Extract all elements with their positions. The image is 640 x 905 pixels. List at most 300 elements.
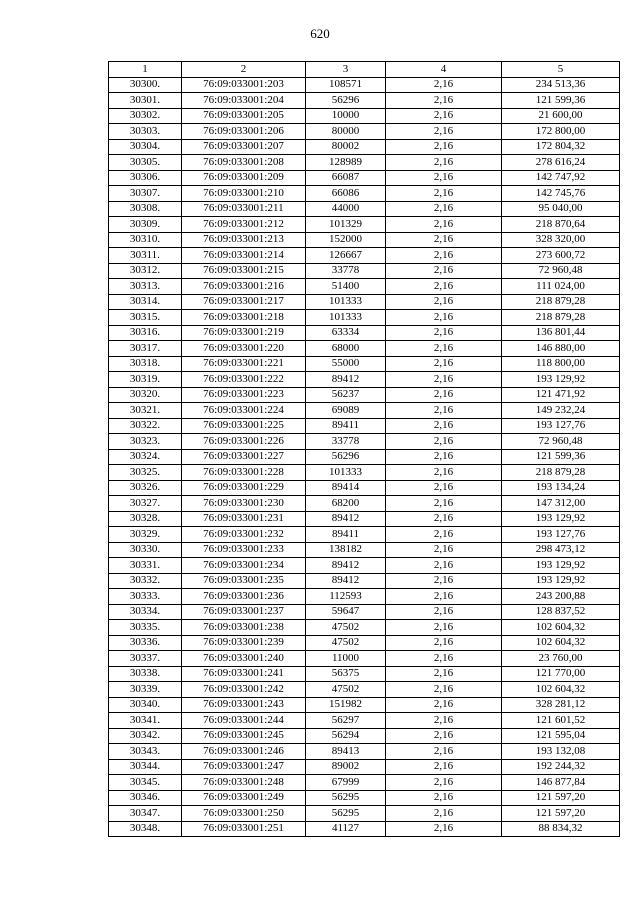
table-cell: 2,16: [386, 356, 502, 372]
table-cell: 76:09:033001:213: [182, 232, 306, 248]
table-cell: 30345.: [109, 775, 182, 791]
table-row: [109, 558, 620, 574]
table-cell: 172 800,00: [502, 124, 620, 140]
table-row: [109, 387, 620, 403]
table-body: [109, 77, 620, 837]
table-row: [109, 279, 620, 295]
table-row: [109, 248, 620, 264]
table-cell: 121 597,20: [502, 790, 620, 806]
table-cell: 2,16: [386, 418, 502, 434]
table-cell: 56375: [306, 666, 386, 682]
table-row: [109, 124, 620, 140]
table-cell: 218 879,28: [502, 465, 620, 481]
table-cell: 76:09:033001:230: [182, 496, 306, 512]
table-cell: 2,16: [386, 589, 502, 605]
table-cell: 2,16: [386, 201, 502, 217]
table-row: [109, 542, 620, 558]
table-cell: 66087: [306, 170, 386, 186]
table-cell: 142 747,92: [502, 170, 620, 186]
table-cell: 2,16: [386, 573, 502, 589]
table-row: [109, 496, 620, 512]
table-cell: 2,16: [386, 310, 502, 326]
table-cell: 111 024,00: [502, 279, 620, 295]
table-cell: 101329: [306, 217, 386, 233]
table-row: [109, 573, 620, 589]
table-cell: 101333: [306, 294, 386, 310]
table-row: [109, 682, 620, 698]
table-cell: 76:09:033001:248: [182, 775, 306, 791]
table-cell: 67999: [306, 775, 386, 791]
table-row: [109, 651, 620, 667]
table-cell: 10000: [306, 108, 386, 124]
table-cell: 80002: [306, 139, 386, 155]
table-cell: 89412: [306, 511, 386, 527]
table-row: [109, 93, 620, 109]
table-cell: 76:09:033001:225: [182, 418, 306, 434]
table-cell: 21 600,00: [502, 108, 620, 124]
table-row: [109, 589, 620, 605]
table-cell: 138182: [306, 542, 386, 558]
table-cell: 121 599,36: [502, 93, 620, 109]
table-row: [109, 217, 620, 233]
table-cell: 146 880,00: [502, 341, 620, 357]
table-cell: 30331.: [109, 558, 182, 574]
table-cell: 11000: [306, 651, 386, 667]
table-cell: 76:09:033001:243: [182, 697, 306, 713]
table-cell: 59647: [306, 604, 386, 620]
table-cell: 243 200,88: [502, 589, 620, 605]
table-cell: 278 616,24: [502, 155, 620, 171]
table-cell: 76:09:033001:210: [182, 186, 306, 202]
table-cell: 76:09:033001:237: [182, 604, 306, 620]
table-cell: 30332.: [109, 573, 182, 589]
table-cell: 56295: [306, 790, 386, 806]
table-cell: 76:09:033001:234: [182, 558, 306, 574]
table-cell: 2,16: [386, 511, 502, 527]
table-cell: 2,16: [386, 403, 502, 419]
table-cell: 101333: [306, 465, 386, 481]
table-row: [109, 728, 620, 744]
table-cell: 76:09:033001:231: [182, 511, 306, 527]
table-cell: 76:09:033001:232: [182, 527, 306, 543]
table-cell: 30303.: [109, 124, 182, 140]
table-cell: 2,16: [386, 806, 502, 822]
table-cell: 218 879,28: [502, 294, 620, 310]
table-cell: 2,16: [386, 496, 502, 512]
table-cell: 47502: [306, 620, 386, 636]
table-cell: 30311.: [109, 248, 182, 264]
table-cell: 30316.: [109, 325, 182, 341]
table-cell: 2,16: [386, 232, 502, 248]
table-cell: 30327.: [109, 496, 182, 512]
table-cell: 76:09:033001:212: [182, 217, 306, 233]
table-cell: 147 312,00: [502, 496, 620, 512]
table-cell: 2,16: [386, 651, 502, 667]
table-cell: 30308.: [109, 201, 182, 217]
table-cell: 30322.: [109, 418, 182, 434]
table-cell: 30334.: [109, 604, 182, 620]
table-cell: 76:09:033001:205: [182, 108, 306, 124]
table-row: [109, 434, 620, 450]
table-cell: 76:09:033001:219: [182, 325, 306, 341]
table-cell: 89412: [306, 558, 386, 574]
table-cell: 136 801,44: [502, 325, 620, 341]
table-cell: 76:09:033001:246: [182, 744, 306, 760]
table-cell: 68200: [306, 496, 386, 512]
table-cell: 76:09:033001:204: [182, 93, 306, 109]
table-cell: 30321.: [109, 403, 182, 419]
table-cell: 76:09:033001:240: [182, 651, 306, 667]
table-cell: 30326.: [109, 480, 182, 496]
table-cell: 30324.: [109, 449, 182, 465]
table-cell: 30346.: [109, 790, 182, 806]
table-cell: 193 127,76: [502, 418, 620, 434]
table-row: [109, 403, 620, 419]
table-cell: 128 837,52: [502, 604, 620, 620]
table-cell: 89411: [306, 418, 386, 434]
table-cell: 126667: [306, 248, 386, 264]
table-cell: 121 471,92: [502, 387, 620, 403]
table-cell: 2,16: [386, 263, 502, 279]
table-cell: 218 879,28: [502, 310, 620, 326]
table-cell: 80000: [306, 124, 386, 140]
table-cell: 76:09:033001:241: [182, 666, 306, 682]
table-cell: 30341.: [109, 713, 182, 729]
table-cell: 76:09:033001:250: [182, 806, 306, 822]
table-cell: 151982: [306, 697, 386, 713]
table-cell: 218 870,64: [502, 217, 620, 233]
table-cell: 2,16: [386, 682, 502, 698]
table-cell: 69089: [306, 403, 386, 419]
table-cell: 56295: [306, 806, 386, 822]
table-cell: 2,16: [386, 387, 502, 403]
table-cell: 76:09:033001:206: [182, 124, 306, 140]
table-cell: 2,16: [386, 93, 502, 109]
table-row: [109, 139, 620, 155]
table-cell: 76:09:033001:245: [182, 728, 306, 744]
table-cell: 193 129,92: [502, 558, 620, 574]
table-row: [109, 697, 620, 713]
table-cell: 30336.: [109, 635, 182, 651]
table-cell: 172 804,32: [502, 139, 620, 155]
table-cell: 76:09:033001:221: [182, 356, 306, 372]
table-cell: 76:09:033001:238: [182, 620, 306, 636]
table-cell: 72 960,48: [502, 263, 620, 279]
table-cell: 30305.: [109, 155, 182, 171]
table-cell: 76:09:033001:229: [182, 480, 306, 496]
table-cell: 2,16: [386, 325, 502, 341]
table-cell: 2,16: [386, 372, 502, 388]
table-row: [109, 325, 620, 341]
table-cell: 76:09:033001:235: [182, 573, 306, 589]
table-cell: 89002: [306, 759, 386, 775]
table-cell: 2,16: [386, 248, 502, 264]
table-cell: 108571: [306, 77, 386, 93]
table-cell: 66086: [306, 186, 386, 202]
table-cell: 76:09:033001:220: [182, 341, 306, 357]
table-row: [109, 186, 620, 202]
table-cell: 33778: [306, 263, 386, 279]
table-cell: 30309.: [109, 217, 182, 233]
table-cell: 112593: [306, 589, 386, 605]
table-cell: 192 244,32: [502, 759, 620, 775]
table-cell: 44000: [306, 201, 386, 217]
table-cell: 2,16: [386, 775, 502, 791]
column-header: 4: [386, 62, 502, 78]
table-cell: 76:09:033001:214: [182, 248, 306, 264]
table-cell: 30343.: [109, 744, 182, 760]
table-cell: 76:09:033001:224: [182, 403, 306, 419]
table-cell: 68000: [306, 341, 386, 357]
table-row: [109, 511, 620, 527]
table-cell: 102 604,32: [502, 635, 620, 651]
table-cell: 2,16: [386, 465, 502, 481]
table-cell: 2,16: [386, 124, 502, 140]
table-cell: 2,16: [386, 449, 502, 465]
table-row: [109, 759, 620, 775]
table-cell: 30330.: [109, 542, 182, 558]
table-cell: 30337.: [109, 651, 182, 667]
table-cell: 30310.: [109, 232, 182, 248]
table-cell: 142 745,76: [502, 186, 620, 202]
table-cell: 30340.: [109, 697, 182, 713]
table-cell: 76:09:033001:207: [182, 139, 306, 155]
column-header: 2: [182, 62, 306, 78]
table-row: [109, 449, 620, 465]
table-row: [109, 356, 620, 372]
table-cell: 76:09:033001:249: [182, 790, 306, 806]
table-cell: 118 800,00: [502, 356, 620, 372]
table-cell: 89412: [306, 573, 386, 589]
table-cell: 121 599,36: [502, 449, 620, 465]
table-cell: 2,16: [386, 77, 502, 93]
table-row: [109, 666, 620, 682]
table-cell: 95 040,00: [502, 201, 620, 217]
table-cell: 30315.: [109, 310, 182, 326]
table-cell: 56294: [306, 728, 386, 744]
table-cell: 76:09:033001:203: [182, 77, 306, 93]
table-row: [109, 155, 620, 171]
table-cell: 56296: [306, 93, 386, 109]
table-cell: 2,16: [386, 527, 502, 543]
table-cell: 30307.: [109, 186, 182, 202]
table-cell: 89414: [306, 480, 386, 496]
table-cell: 193 134,24: [502, 480, 620, 496]
table-cell: 30301.: [109, 93, 182, 109]
table-cell: 2,16: [386, 620, 502, 636]
table-cell: 2,16: [386, 744, 502, 760]
table-cell: 2,16: [386, 790, 502, 806]
table-cell: 2,16: [386, 341, 502, 357]
table-cell: 2,16: [386, 279, 502, 295]
table-cell: 121 597,20: [502, 806, 620, 822]
table-cell: 56296: [306, 449, 386, 465]
table-row: [109, 170, 620, 186]
table-cell: 128989: [306, 155, 386, 171]
table-cell: 193 127,76: [502, 527, 620, 543]
table-cell: 76:09:033001:244: [182, 713, 306, 729]
table-cell: 41127: [306, 821, 386, 837]
column-header: 3: [306, 62, 386, 78]
table-cell: 76:09:033001:208: [182, 155, 306, 171]
table-row: [109, 263, 620, 279]
table-cell: 121 770,00: [502, 666, 620, 682]
table-cell: 30302.: [109, 108, 182, 124]
table-cell: 2,16: [386, 542, 502, 558]
table-cell: 76:09:033001:242: [182, 682, 306, 698]
table-cell: 2,16: [386, 558, 502, 574]
table-cell: 193 129,92: [502, 573, 620, 589]
table-cell: 193 132,08: [502, 744, 620, 760]
table-row: [109, 108, 620, 124]
table-cell: 146 877,84: [502, 775, 620, 791]
table-cell: 76:09:033001:251: [182, 821, 306, 837]
table-cell: 72 960,48: [502, 434, 620, 450]
table-cell: 30314.: [109, 294, 182, 310]
table-cell: 2,16: [386, 666, 502, 682]
table-cell: 30344.: [109, 759, 182, 775]
page-number: 620: [310, 26, 330, 41]
table-cell: 30320.: [109, 387, 182, 403]
table-cell: 76:09:033001:239: [182, 635, 306, 651]
table-cell: 56237: [306, 387, 386, 403]
table-cell: 2,16: [386, 728, 502, 744]
table-cell: 121 595,04: [502, 728, 620, 744]
table-cell: 30318.: [109, 356, 182, 372]
table-cell: 76:09:033001:215: [182, 263, 306, 279]
table-cell: 30342.: [109, 728, 182, 744]
table-cell: 76:09:033001:216: [182, 279, 306, 295]
table-row: [109, 418, 620, 434]
table-cell: 76:09:033001:209: [182, 170, 306, 186]
table-cell: 89412: [306, 372, 386, 388]
table-cell: 23 760,00: [502, 651, 620, 667]
table-cell: 30317.: [109, 341, 182, 357]
table-cell: 30338.: [109, 666, 182, 682]
table-cell: 30323.: [109, 434, 182, 450]
table-cell: 30348.: [109, 821, 182, 837]
table-cell: 2,16: [386, 604, 502, 620]
table-row: [109, 821, 620, 837]
table-cell: 2,16: [386, 170, 502, 186]
table-cell: 2,16: [386, 434, 502, 450]
table-cell: 76:09:033001:211: [182, 201, 306, 217]
table-cell: 102 604,32: [502, 682, 620, 698]
column-header: 1: [109, 62, 182, 78]
table-cell: 76:09:033001:218: [182, 310, 306, 326]
table-row: [109, 341, 620, 357]
table-cell: 2,16: [386, 139, 502, 155]
table-cell: 30328.: [109, 511, 182, 527]
table-cell: 63334: [306, 325, 386, 341]
table-cell: 55000: [306, 356, 386, 372]
table-cell: 76:09:033001:226: [182, 434, 306, 450]
table-row: [109, 480, 620, 496]
table-row: [109, 604, 620, 620]
table-cell: 328 281,12: [502, 697, 620, 713]
table-cell: 47502: [306, 635, 386, 651]
table-cell: 88 834,32: [502, 821, 620, 837]
table-cell: 2,16: [386, 217, 502, 233]
table-row: [109, 744, 620, 760]
table-cell: 30306.: [109, 170, 182, 186]
table-row: [109, 620, 620, 636]
table-cell: 89413: [306, 744, 386, 760]
table-cell: 30304.: [109, 139, 182, 155]
table-cell: 76:09:033001:223: [182, 387, 306, 403]
table-cell: 76:09:033001:233: [182, 542, 306, 558]
table-cell: 149 232,24: [502, 403, 620, 419]
table-cell: 89411: [306, 527, 386, 543]
table-cell: 30312.: [109, 263, 182, 279]
table-cell: 2,16: [386, 186, 502, 202]
table-cell: 47502: [306, 682, 386, 698]
table-cell: 76:09:033001:227: [182, 449, 306, 465]
table-cell: 273 600,72: [502, 248, 620, 264]
table-cell: 76:09:033001:222: [182, 372, 306, 388]
table-row: [109, 294, 620, 310]
table-cell: 30339.: [109, 682, 182, 698]
table-cell: 234 513,36: [502, 77, 620, 93]
table-cell: 51400: [306, 279, 386, 295]
table-row: [109, 527, 620, 543]
data-table: [108, 61, 620, 837]
table-cell: 2,16: [386, 821, 502, 837]
table-row: [109, 201, 620, 217]
table-cell: 2,16: [386, 480, 502, 496]
table-cell: 30300.: [109, 77, 182, 93]
table-row: [109, 232, 620, 248]
table-cell: 30319.: [109, 372, 182, 388]
table-cell: 193 129,92: [502, 372, 620, 388]
table-cell: 76:09:033001:247: [182, 759, 306, 775]
table-cell: 30333.: [109, 589, 182, 605]
column-header: 5: [502, 62, 620, 78]
table-row: [109, 635, 620, 651]
table-row: [109, 790, 620, 806]
table-cell: 2,16: [386, 155, 502, 171]
table-cell: 2,16: [386, 294, 502, 310]
table-cell: 30325.: [109, 465, 182, 481]
table-header-row: [109, 62, 620, 78]
table-cell: 30313.: [109, 279, 182, 295]
table-cell: 121 601,52: [502, 713, 620, 729]
table-cell: 30329.: [109, 527, 182, 543]
table-cell: 152000: [306, 232, 386, 248]
table-cell: 2,16: [386, 108, 502, 124]
table-cell: 2,16: [386, 713, 502, 729]
table-cell: 328 320,00: [502, 232, 620, 248]
table-cell: 76:09:033001:236: [182, 589, 306, 605]
table-row: [109, 77, 620, 93]
table-cell: 298 473,12: [502, 542, 620, 558]
table-cell: 76:09:033001:228: [182, 465, 306, 481]
table-row: [109, 465, 620, 481]
table-cell: 30347.: [109, 806, 182, 822]
table-row: [109, 775, 620, 791]
table-cell: 76:09:033001:217: [182, 294, 306, 310]
table-row: [109, 806, 620, 822]
table-cell: 33778: [306, 434, 386, 450]
table-cell: 101333: [306, 310, 386, 326]
table-cell: 102 604,32: [502, 620, 620, 636]
table-cell: 30335.: [109, 620, 182, 636]
table-cell: 193 129,92: [502, 511, 620, 527]
table-cell: 2,16: [386, 759, 502, 775]
table-row: [109, 372, 620, 388]
table-row: [109, 713, 620, 729]
table-cell: 56297: [306, 713, 386, 729]
